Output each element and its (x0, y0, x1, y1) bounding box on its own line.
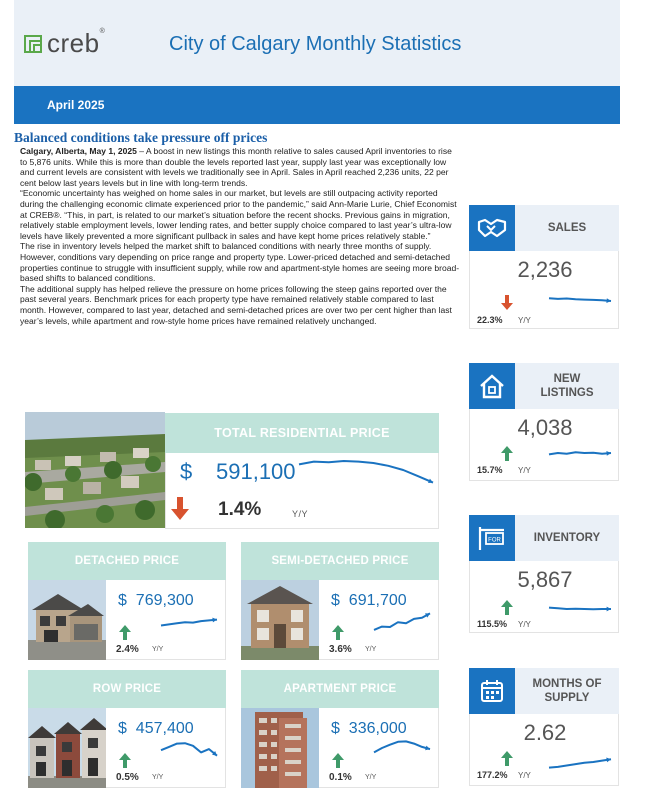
trend-arrowhead (212, 618, 217, 623)
semi-detached-price-panel (319, 580, 439, 660)
total-residential-panel (165, 453, 439, 529)
for-sale-sign-icon (469, 515, 515, 561)
trend-line-path (374, 741, 430, 752)
arrow-up-icon (500, 599, 514, 620)
apartment-trend-line (371, 734, 433, 762)
arrow-up-icon (118, 624, 132, 645)
sales-header (469, 205, 619, 251)
semi-detached-house-photo (241, 580, 319, 660)
neighbourhood-aerial-photo (25, 412, 165, 528)
trend-line-path (549, 608, 611, 610)
paragraph-1 (20, 146, 460, 188)
inventory-panel (469, 561, 619, 633)
sales-label: SALES (547, 222, 587, 234)
total-residential-price: 591,100 (216, 459, 296, 484)
apartment-price-label: APARTMENT PRICE (241, 670, 439, 708)
total-residential-price-label: TOTAL RESIDENTIAL PRICE (165, 413, 439, 453)
new-listings-yy: Y/Y (518, 466, 531, 475)
semi-detached-price-card (241, 542, 439, 660)
trend-line-path (549, 298, 611, 301)
report-month: April 2025 (47, 98, 105, 112)
row-house-photo (28, 708, 106, 788)
page-title: City of Calgary Monthly Statistics (169, 33, 462, 55)
svg-text:FOR: FOR (488, 537, 501, 544)
row-price-yy: Y/Y (152, 774, 164, 781)
apartment-price-value: $ 336,000 (331, 720, 407, 737)
detached-price-change: 2.4% (116, 644, 139, 655)
row-trend-line (158, 734, 220, 762)
semi-detached-trend-line (371, 606, 433, 634)
detached-price-label: DETACHED PRICE (28, 542, 226, 580)
sales-panel (469, 251, 619, 329)
semi-detached-price-label: SEMI-DETACHED PRICE (241, 542, 439, 580)
handshake-icon (469, 205, 515, 251)
total-residential-change: 1.4% (218, 499, 262, 520)
new-listings-header (469, 363, 619, 409)
total-residential-yy: Y/Y (292, 509, 309, 519)
apartment-price-change: 0.1% (329, 772, 352, 783)
creb-logo-mark (24, 35, 42, 53)
calendar-icon (469, 668, 515, 714)
months-of-supply-header (469, 668, 619, 714)
dateline: Calgary, Alberta, May 1, 2025 (20, 146, 137, 156)
arrow-down-icon (500, 295, 514, 316)
trend-line-path (549, 452, 611, 454)
row-price-card (28, 670, 226, 788)
row-price-change: 0.5% (116, 772, 139, 783)
arrow-up-icon (500, 750, 514, 771)
arrow-up-icon (118, 752, 132, 773)
trend-line-path (161, 620, 217, 626)
article-headline: Balanced conditions take pressure off prices (14, 130, 268, 145)
apartment-building-photo (241, 708, 319, 788)
arrow-down-icon (170, 497, 190, 526)
months-of-supply-change: 177.2% (477, 770, 508, 780)
trend-line-path (374, 613, 430, 630)
paragraph-3: The rise in inventory levels helped the market shift to balanced conditions with nearly three months of supply. However, conditions vary depending on price range and property type. Lower-priced detached and semi-detached properties continue to struggle with insufficient supply, while row and apartment-style homes are seeing more broad-based shifts to balanced conditions. (20, 241, 460, 284)
total-currency-symbol: $ (180, 459, 193, 484)
detached-price-panel (106, 580, 226, 660)
sales-change: 22.3% (477, 315, 503, 325)
semi-detached-price-yy: Y/Y (365, 646, 377, 653)
months-of-supply-value: 2.62 (523, 720, 567, 745)
month-banner (14, 86, 620, 124)
trend-arrowhead (606, 298, 611, 303)
article-body (20, 146, 460, 326)
inventory-value: 5,867 (517, 567, 573, 592)
inventory-trend-line (546, 599, 614, 619)
new-listings-change: 15.7% (477, 465, 503, 475)
inventory-change: 115.5% (477, 619, 508, 629)
row-price-label: ROW PRICE (28, 670, 226, 708)
trend-arrowhead (606, 451, 611, 456)
trend-line-path (299, 461, 433, 483)
arrow-up-icon (331, 752, 345, 773)
house-icon (469, 363, 515, 409)
semi-detached-price-change: 3.6% (329, 644, 352, 655)
apartment-price-panel (319, 708, 439, 788)
detached-house-photo (28, 580, 106, 660)
new-listings-panel (469, 409, 619, 481)
total-residential-trend-line (296, 453, 436, 487)
detached-price-card (28, 542, 226, 660)
paragraph-4: The additional supply has helped relieve the pressure on home prices following the steep gains reported over the past several years. Benchmark prices for each property type have remained relatively stable compared to last month. However, compared to last year, detached and semi-detached prices are over two per cent higher than last year’s levels, while apartment and row-style home prices have remained relatively unchanged. (20, 283, 452, 326)
trend-line-path (161, 743, 217, 756)
sales-value: 2,236 (517, 257, 573, 282)
apartment-price-card (241, 670, 439, 788)
months-of-supply-stat (469, 668, 619, 786)
paragraph-1-text: – A boost in new listings this month relative to sales caused April inventories to rise to 5,876 units. While this is more than double the levels reported last year, supply last year was exceptionally low and current levels are consistent with levels we traditionally see in April. Sales in April reached 2,236 units, 22 per cent below last years levels but in line with long-term trends. (20, 146, 452, 188)
months-of-supply-trend-line (546, 752, 614, 772)
detached-trend-line (158, 606, 220, 634)
detached-price-yy: Y/Y (152, 646, 164, 653)
sales-trend-line (546, 291, 614, 311)
creb-logo (24, 28, 105, 59)
detached-price-value: $ 769,300 (118, 592, 194, 609)
new-listings-stat (469, 363, 619, 481)
arrow-up-icon (500, 445, 514, 466)
paragraph-2: “Economic uncertainty has weighed on home sales in our market, but levels are still outpacing activity reported during the challenging economic climate experienced prior to the pandemic,” said Ann-Marie Lurie, Chief Economist at CREB®. “This, in part, is related to our market’s situation before the recent shocks. Previous gains in migration, relatively stable employment levels, lower lending rates, and better supply choice compared to last year’s ultra-low levels have likely prevented a more significant pullback in sales and have kept home prices relatively stable.” (20, 188, 457, 241)
inventory-header (469, 515, 619, 561)
inventory-label: INVENTORY (533, 532, 601, 544)
new-listings-label: NEW LISTINGS (540, 373, 594, 399)
apartment-price-yy: Y/Y (365, 774, 377, 781)
report-header (14, 0, 620, 86)
months-of-supply-panel (469, 714, 619, 786)
sales-yy: Y/Y (518, 316, 531, 325)
inventory-yy: Y/Y (518, 620, 531, 629)
arrow-up-icon (331, 624, 345, 645)
semi-detached-price-value: $ 691,700 (331, 592, 407, 609)
row-price-value: $ 457,400 (118, 720, 194, 737)
months-of-supply-yy: Y/Y (518, 771, 531, 780)
new-listings-value: 4,038 (517, 415, 573, 440)
row-price-panel (106, 708, 226, 788)
trend-line-path (549, 759, 611, 767)
trend-arrowhead (607, 607, 611, 612)
months-of-supply-label: MONTHS OF SUPPLY (532, 678, 602, 704)
inventory-stat (469, 515, 619, 633)
creb-logo-text: creb® (47, 28, 106, 58)
sales-stat (469, 205, 619, 329)
new-listings-trend-line (546, 443, 614, 463)
